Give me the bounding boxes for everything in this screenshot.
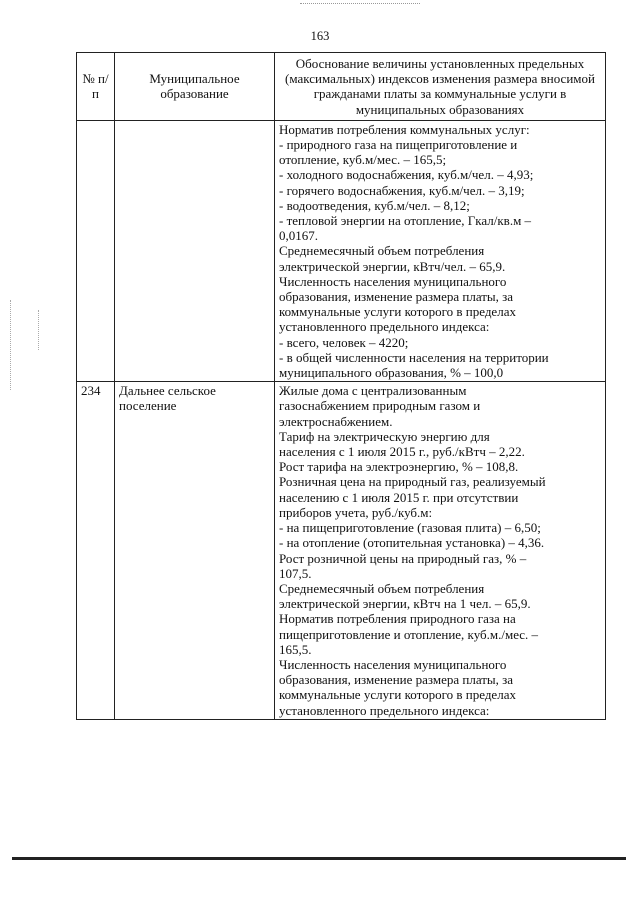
text-line: Среднемесячный объем потребления <box>279 580 485 596</box>
text-line: 0,0167. <box>279 228 318 244</box>
row-number-cell <box>77 120 115 381</box>
text-line: Норматив потребления природного газа на <box>279 611 516 627</box>
text-line: Тариф на электрическую энергию для <box>279 428 490 444</box>
page-bottom-rule <box>12 857 626 860</box>
scan-mark-left-2 <box>38 310 39 350</box>
text-line: Численность населения муниципального <box>279 656 507 672</box>
text-line: Рост розничной цены на природный газ, % – <box>279 550 527 566</box>
text-line: Среднемесячный объем потребления <box>279 243 485 259</box>
text-line: - горячего водоснабжения, куб.м/чел. – 3,19; <box>279 182 525 198</box>
text-line: - тепловой энергии на отопление, Гкал/кв.м – <box>279 213 532 229</box>
text-line: 107,5. <box>279 565 312 581</box>
text-line: 165,5. <box>279 641 312 657</box>
text-line: установленного предельного индекса: <box>279 702 490 718</box>
municipality-line: Дальнее сельское <box>119 383 216 399</box>
text-line: электрической энергии, кВтч на 1 чел. – 65,9. <box>279 596 531 612</box>
text-line: коммунальные услуги которого в пределах <box>279 687 516 703</box>
text-line: газоснабжением природным газом и <box>279 398 481 414</box>
text-line: приборов учета, руб./куб.м: <box>279 504 433 520</box>
text-line: коммунальные услуги которого в пределах <box>279 304 516 320</box>
text-line: - водоотведения, куб.м/чел. – 8,12; <box>279 197 470 213</box>
text-line: электроснабжением. <box>279 413 393 429</box>
row-number-cell: 234 <box>77 382 115 719</box>
text-line: Норматив потребления коммунальных услуг: <box>279 121 530 137</box>
justification-cell <box>275 382 606 719</box>
text-line: электрической энергии, кВтч/чел. – 65,9. <box>279 258 506 274</box>
scan-mark-left <box>10 300 11 390</box>
text-line: Рост тарифа на электроэнергию, % – 108,8. <box>279 459 519 475</box>
text-line: населению с 1 июля 2015 г. при отсутствии <box>279 489 519 505</box>
text-line: - холодного водоснабжения, куб.м/чел. – 4,93; <box>279 167 534 183</box>
header-justification: Обоснование величины установленных предельных (максимальных) индексов изменения размера вносимой гражданами платы за коммунальные услуги в муниципальных образованиях <box>275 53 606 121</box>
text-line: пищеприготовление и отопление, куб.м./мес. – <box>279 626 539 642</box>
municipality-cell <box>115 120 275 381</box>
text-line: отопление, куб.м/мес. – 165,5; <box>279 152 447 168</box>
table-row-234 <box>77 382 606 719</box>
text-line: - всего, человек – 4220; <box>279 334 409 350</box>
top-scan-rule <box>300 3 420 4</box>
table-header-row <box>77 53 606 121</box>
municipality-cell <box>115 382 275 719</box>
page-number: 163 <box>310 29 330 43</box>
text-line: Розничная цена на природный газ, реализуемый <box>279 474 546 490</box>
municipality-line: поселение <box>119 398 177 414</box>
text-line: Жилые дома с централизованным <box>279 383 467 399</box>
text-line: населения с 1 июля 2015 г., руб./кВтч – 2,22. <box>279 444 525 460</box>
header-number: № п/п <box>77 53 115 121</box>
justification-cell <box>275 120 606 381</box>
text-line: - на пищеприготовление (газовая плита) – 6,50; <box>279 520 541 536</box>
tariff-index-table <box>76 52 606 720</box>
text-line: установленного предельного индекса: <box>279 319 490 335</box>
text-line: образования, изменение размера платы, за <box>279 672 514 688</box>
text-line: - на отопление (отопительная установка) – 4,36. <box>279 535 545 551</box>
text-line: Численность населения муниципального <box>279 273 507 289</box>
text-line: - природного газа на пищеприготовление и <box>279 137 518 153</box>
text-line: - в общей численности населения на территории <box>279 349 549 365</box>
header-municipality: Муниципальное образование <box>115 53 275 121</box>
text-line: муниципального образования, % – 100,0 <box>279 365 504 381</box>
table-row-continuation <box>77 120 606 381</box>
text-line: образования, изменение размера платы, за <box>279 289 514 305</box>
